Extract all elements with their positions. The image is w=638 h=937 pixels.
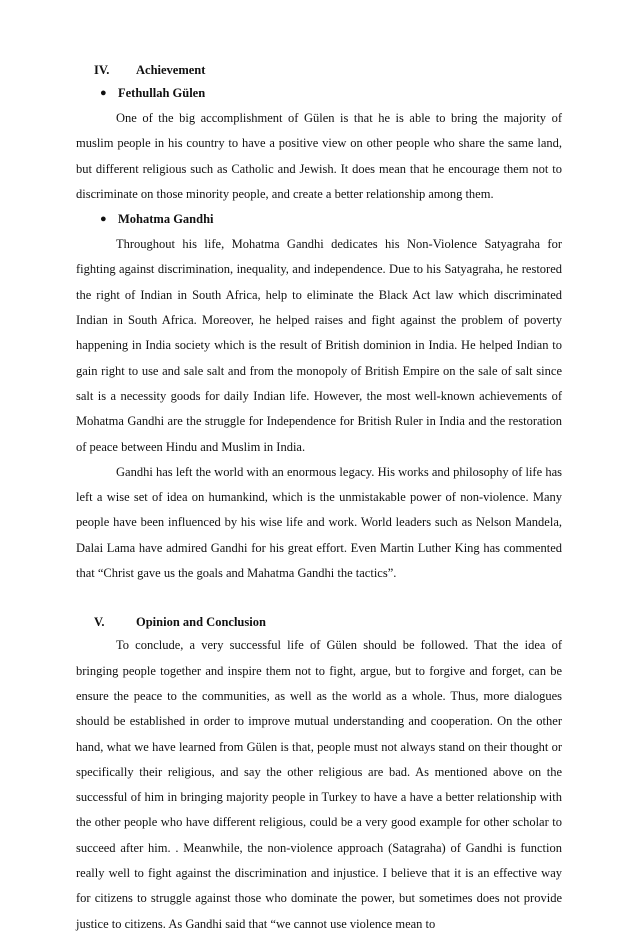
section-heading-conclusion — [76, 611, 562, 633]
section-gap — [76, 586, 562, 611]
bullet-icon: ● — [100, 213, 107, 226]
paragraph-gandhi-1: Throughout his life, Mohatma Gandhi dedicates his Non-Violence Satyagraha for fighting against discrimination, inequality, and independence. Due to his Satyagraha, he restored the right of Indian in South Africa, help to eliminate the Black Act law which discriminated Indian in South Africa. Moreover, he helped raises and fight against the problem of poverty happening in India society which is the result of British dominion in India. He helped Indian to gain right to use and sale salt and from the monopoly of British Empire on the sale of salt since salt is a necessity goods for daily Indian life. However, the most well-known achievements of Mohatma Gandhi are the struggle for Independence for British Ruler in India and the restoration of peace between Hindu and Muslim in India. — [76, 237, 562, 454]
section-title: Opinion and Conclusion — [136, 615, 266, 630]
paragraph-gandhi-2: Gandhi has left the world with an enormous legacy. His works and philosophy of life has left a wise set of idea on humankind, which is the unmistakable power of non-violence. Many people have been influenced by his wise life and work. World leaders such as Nelson Mandela, Dalai Lama have admired Gandhi for his great effort. Even Martin Luther King has commented that “Christ gave us the goals and Mahatma Gandhi the tactics”. — [76, 464, 562, 581]
subheading-title: Mohatma Gandhi — [118, 212, 214, 227]
subheading-gulen — [76, 81, 562, 106]
bullet-icon: ● — [100, 87, 107, 99]
subheading-gandhi — [76, 207, 562, 232]
section-number: IV. — [94, 63, 110, 77]
section-title: Achievement — [136, 63, 206, 77]
section-number: V. — [94, 615, 105, 630]
section-heading-achievement — [76, 59, 562, 81]
paragraph-conclusion: To conclude, a very successful life of Gülen should be followed. That the idea of bringing people together and inspire them not to fight, argue, but to forgive and forget, can be ensure the peace to the communities, as well as the world as a whole. Thus, more dialogues should be established in order to improve mutual understanding and cooperation. On the other hand, what we have learned from Gülen is that, people must not always stand on their thought or specifically their religious, and say the other religious are bad. As mentioned above on the successful of him in bringing majority people in Turkey to have a have a better relationship with the other people who have different religious, could be a very good example for other scholar to succeed after him. . Meanwhile, the non-violence approach (Satagraha) of Gandhi is function really well to fight against the discrimination and injustice. I believe that it is an effective way for citizens to struggle against those who dominate the power, but sometimes does not provide justice to citizens. As Gandhi said that “we cannot use violence mean to — [76, 638, 562, 931]
subheading-title: Fethullah Gülen — [118, 86, 206, 100]
page-content — [76, 59, 562, 937]
paragraph-gulen: One of the big accomplishment of Gülen is that he is able to bring the majority of muslim people in his country to have a positive view on other people who share the same land, but different religious such as Catholic and Jewish. It does mean that he encourage them not to discriminate on those minority people, and create a better relationship among them. — [76, 111, 562, 201]
